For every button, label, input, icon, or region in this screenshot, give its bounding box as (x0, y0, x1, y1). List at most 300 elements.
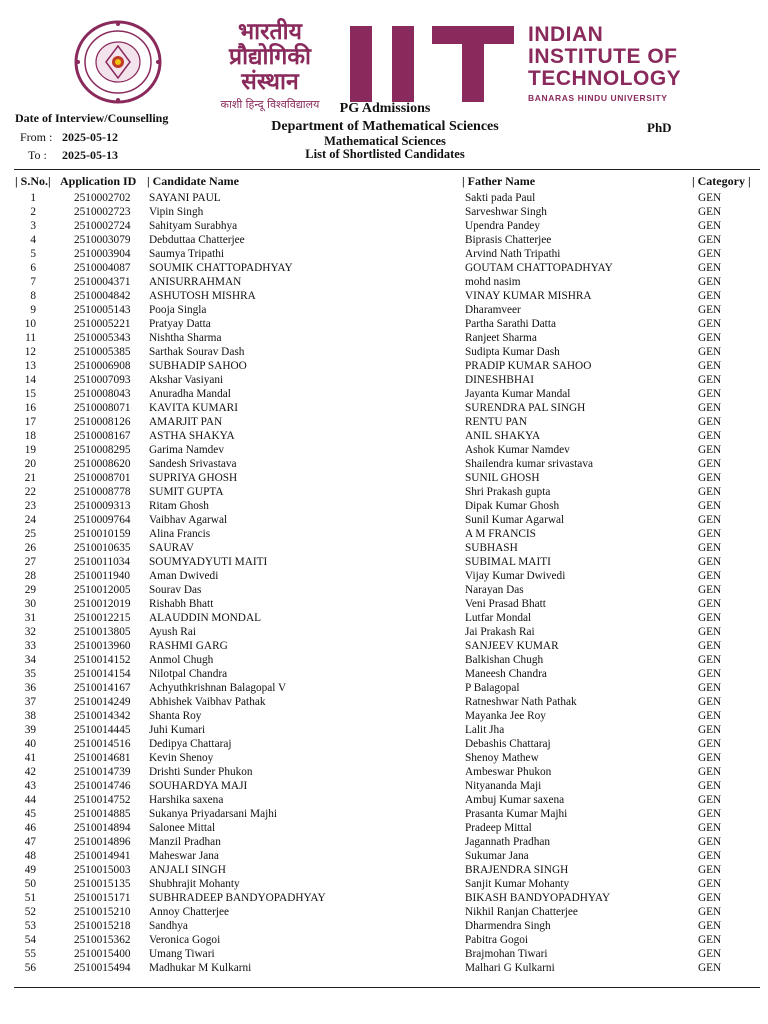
cell-candidate-name: Alina Francis (149, 528, 211, 540)
cell-application-id: 2510014152 (74, 654, 131, 666)
cell-candidate-name: Shanta Roy (149, 710, 202, 722)
cell-application-id: 2510005343 (74, 332, 131, 344)
cell-category: GEN (698, 682, 722, 694)
cell-category: GEN (698, 360, 722, 372)
cell-candidate-name: Harshika saxena (149, 794, 224, 806)
cell-category: GEN (698, 458, 722, 470)
cell-application-id: 2510015210 (74, 906, 131, 918)
cell-category: GEN (698, 416, 722, 428)
cell-application-id: 2510005221 (74, 318, 131, 330)
cell-sno: 7 (30, 276, 36, 288)
cell-application-id: 2510005385 (74, 346, 131, 358)
cell-sno: 44 (24, 794, 36, 806)
cell-application-id: 2510005143 (74, 304, 131, 316)
cell-category: GEN (698, 892, 722, 904)
cell-sno: 33 (24, 640, 36, 652)
institute-name-english (528, 24, 681, 103)
cell-father-name: Pradeep Mittal (465, 822, 532, 834)
cell-father-name: Shenoy Mathew (465, 752, 539, 764)
cell-sno: 50 (24, 878, 36, 890)
cell-father-name: BRAJENDRA SINGH (465, 864, 569, 876)
cell-category: GEN (698, 612, 722, 624)
cell-candidate-name: Sukanya Priyadarsani Majhi (149, 808, 278, 820)
table-row (0, 303, 768, 317)
cell-sno: 6 (30, 262, 36, 274)
cell-sno: 16 (24, 402, 36, 414)
cell-candidate-name: Kevin Shenoy (149, 752, 214, 764)
cell-father-name: Debashis Chattaraj (465, 738, 551, 750)
cell-sno: 2 (30, 206, 36, 218)
cell-sno: 41 (24, 752, 36, 764)
english-line-1: INDIAN (528, 23, 604, 46)
cell-candidate-name: SOUHARDYA MAJI (149, 780, 248, 792)
hindi-line-4: काशी हिन्दू विश्वविद्यालय (220, 98, 320, 111)
cell-candidate-name: Ayush Rai (149, 626, 196, 638)
cell-category: GEN (698, 276, 722, 288)
cell-sno: 52 (24, 906, 36, 918)
cell-candidate-name: ASHUTOSH MISHRA (149, 290, 256, 302)
cell-category: GEN (698, 710, 722, 722)
cell-category: GEN (698, 206, 722, 218)
cell-candidate-name: ANJALI SINGH (149, 864, 226, 876)
cell-candidate-name: SAYANI PAUL (149, 192, 221, 204)
cell-sno: 26 (24, 542, 36, 554)
cell-application-id: 2510009764 (74, 514, 131, 526)
cell-sno: 4 (30, 234, 36, 246)
cell-application-id: 2510014681 (74, 752, 131, 764)
table-row (0, 933, 768, 947)
table-row (0, 891, 768, 905)
cell-sno: 46 (24, 822, 36, 834)
cell-application-id: 2510009313 (74, 500, 131, 512)
cell-application-id: 2510008071 (74, 402, 131, 414)
table-row (0, 485, 768, 499)
table-row (0, 695, 768, 709)
cell-father-name: Lalit Jha (465, 724, 505, 736)
cell-sno: 8 (30, 290, 36, 302)
cell-sno: 48 (24, 850, 36, 862)
table-row (0, 709, 768, 723)
cell-category: GEN (698, 878, 722, 890)
cell-category: GEN (698, 374, 722, 386)
cell-father-name: SURENDRA PAL SINGH (465, 402, 586, 414)
table-row (0, 471, 768, 485)
cell-sno: 21 (24, 472, 36, 484)
cell-category: GEN (698, 836, 722, 848)
cell-father-name: Partha Sarathi Datta (465, 318, 556, 330)
cell-sno: 35 (24, 668, 36, 680)
cell-candidate-name: ANISURRAHMAN (149, 276, 242, 288)
table-row (0, 289, 768, 303)
cell-category: GEN (698, 528, 722, 540)
cell-father-name: RENTU PAN (465, 416, 528, 428)
cell-father-name: Ranjeet Sharma (465, 332, 537, 344)
col-header-father-name: | Father Name (462, 174, 536, 188)
cell-category: GEN (698, 822, 722, 834)
cell-category: GEN (698, 654, 722, 666)
cell-father-name: Nityananda Maji (465, 780, 542, 792)
cell-father-name: Jai Prakash Rai (465, 626, 535, 638)
cell-candidate-name: Vaibhav Agarwal (149, 514, 228, 526)
cell-father-name: mohd nasim (465, 276, 521, 288)
cell-candidate-name: Anuradha Mandal (149, 388, 231, 400)
cell-category: GEN (698, 794, 722, 806)
cell-candidate-name: Aman Dwivedi (149, 570, 219, 582)
table-row (0, 681, 768, 695)
cell-candidate-name: Garima Namdev (149, 444, 224, 456)
cell-sno: 53 (24, 920, 36, 932)
cell-category: GEN (698, 598, 722, 610)
cell-category: GEN (698, 402, 722, 414)
cell-application-id: 2510003904 (74, 248, 131, 260)
table-row (0, 387, 768, 401)
cell-sno: 54 (24, 934, 36, 946)
cell-sno: 28 (24, 570, 36, 582)
letterhead (0, 0, 768, 110)
cell-application-id: 2510014746 (74, 780, 131, 792)
cell-category: GEN (698, 640, 722, 652)
cell-candidate-name: Pooja Singla (149, 304, 207, 316)
cell-father-name: Narayan Das (465, 584, 524, 596)
cell-father-name: Upendra Pandey (465, 220, 540, 232)
table-row (0, 919, 768, 933)
cell-category: GEN (698, 668, 722, 680)
cell-application-id: 2510015400 (74, 948, 131, 960)
cell-father-name: Sarveshwar Singh (465, 206, 547, 218)
table-row (0, 261, 768, 275)
cell-father-name: Dharmendra Singh (465, 920, 551, 932)
cell-application-id: 2510014154 (74, 668, 131, 680)
table-row (0, 569, 768, 583)
cell-father-name: DINESHBHAI (465, 374, 535, 386)
table-row (0, 751, 768, 765)
from-date: 2025-05-12 (62, 130, 118, 144)
cell-category: GEN (698, 444, 722, 456)
table-row (0, 191, 768, 205)
cell-candidate-name: Debduttaa Chatterjee (149, 234, 245, 246)
cell-sno: 31 (24, 612, 36, 624)
table-row (0, 583, 768, 597)
cell-father-name: Shri Prakash gupta (465, 486, 551, 498)
cell-sno: 12 (24, 346, 36, 358)
cell-application-id: 2510015494 (74, 962, 131, 974)
cell-application-id: 2510011940 (74, 570, 131, 582)
cell-application-id: 2510008701 (74, 472, 131, 484)
col-header-category: | Category | (692, 174, 751, 188)
cell-sno: 24 (24, 514, 36, 526)
cell-application-id: 2510011034 (74, 556, 131, 568)
cell-application-id: 2510004371 (74, 276, 131, 288)
table-row (0, 737, 768, 751)
cell-sno: 23 (24, 500, 36, 512)
table-row (0, 541, 768, 555)
cell-father-name: Sakti pada Paul (465, 192, 536, 204)
cell-candidate-name: Drishti Sunder Phukon (149, 766, 253, 778)
cell-candidate-name: Rishabh Bhatt (149, 598, 214, 610)
cell-father-name: Shailendra kumar srivastava (465, 458, 593, 470)
table-row (0, 863, 768, 877)
cell-category: GEN (698, 920, 722, 932)
cell-father-name: SUBHASH (465, 542, 518, 554)
table-row (0, 443, 768, 457)
cell-candidate-name: Nilotpal Chandra (149, 668, 228, 680)
cell-category: GEN (698, 192, 722, 204)
cell-sno: 3 (30, 220, 36, 232)
cell-candidate-name: Sandhya (149, 920, 188, 932)
cell-application-id: 2510015171 (74, 892, 131, 904)
cell-category: GEN (698, 962, 722, 974)
cell-father-name: SANJEEV KUMAR (465, 640, 559, 652)
cell-candidate-name: Veronica Gogoi (149, 934, 221, 946)
cell-candidate-name: Shubhrajit Mohanty (149, 878, 240, 890)
table-row (0, 457, 768, 471)
table-row (0, 653, 768, 667)
cell-category: GEN (698, 724, 722, 736)
cell-candidate-name: SUMIT GUPTA (149, 486, 224, 498)
cell-father-name: PRADIP KUMAR SAHOO (465, 360, 592, 372)
table-row (0, 233, 768, 247)
cell-application-id: 2510015362 (74, 934, 131, 946)
cell-category: GEN (698, 556, 722, 568)
cell-candidate-name: Nishtha Sharma (149, 332, 222, 344)
table-row (0, 597, 768, 611)
cell-sno: 19 (24, 444, 36, 456)
cell-application-id: 2510008167 (74, 430, 131, 442)
cell-sno: 27 (24, 556, 36, 568)
cell-category: GEN (698, 388, 722, 400)
table-row (0, 429, 768, 443)
cell-category: GEN (698, 542, 722, 554)
table-row (0, 555, 768, 569)
cell-sno: 32 (24, 626, 36, 638)
cell-father-name: Maneesh Chandra (465, 668, 547, 680)
cell-candidate-name: Anmol Chugh (149, 654, 214, 666)
hindi-line-3: संस्थान (241, 69, 299, 95)
english-line-4: BANARAS HINDU UNIVERSITY (528, 93, 668, 103)
cell-sno: 36 (24, 682, 36, 694)
cell-application-id: 2510012005 (74, 584, 131, 596)
cell-candidate-name: Madhukar M Kulkarni (149, 962, 252, 974)
cell-application-id: 2510012215 (74, 612, 131, 624)
cell-application-id: 2510015135 (74, 878, 131, 890)
cell-father-name: Jayanta Kumar Mandal (465, 388, 571, 400)
cell-application-id: 2510015003 (74, 864, 131, 876)
cell-category: GEN (698, 738, 722, 750)
cell-father-name: Ratneshwar Nath Pathak (465, 696, 577, 708)
cell-category: GEN (698, 752, 722, 764)
cell-candidate-name: SAURAV (149, 542, 194, 554)
cell-category: GEN (698, 486, 722, 498)
cell-category: GEN (698, 584, 722, 596)
cell-category: GEN (698, 808, 722, 820)
cell-category: GEN (698, 346, 722, 358)
cell-application-id: 2510010635 (74, 542, 131, 554)
cell-sno: 38 (24, 710, 36, 722)
cell-sno: 17 (24, 416, 36, 428)
cell-application-id: 2510004087 (74, 262, 131, 274)
table-row (0, 275, 768, 289)
iit-bhu-seal-logo (63, 18, 173, 106)
cell-category: GEN (698, 780, 722, 792)
table-row (0, 401, 768, 415)
cell-category: GEN (698, 304, 722, 316)
cell-application-id: 2510008126 (74, 416, 131, 428)
cell-father-name: ANIL SHAKYA (465, 430, 541, 442)
cell-candidate-name: Manzil Pradhan (149, 836, 221, 848)
cell-sno: 11 (25, 332, 36, 344)
cell-application-id: 2510008043 (74, 388, 131, 400)
table-row (0, 947, 768, 961)
cell-candidate-name: Salonee Mittal (149, 822, 216, 834)
cell-application-id: 2510002724 (74, 220, 131, 232)
cell-sno: 22 (24, 486, 36, 498)
cell-application-id: 2510012019 (74, 598, 131, 610)
cell-sno: 47 (24, 836, 36, 848)
subject-title: Mathematical Sciences (324, 134, 446, 148)
cell-father-name: Ashok Kumar Namdev (465, 444, 570, 456)
cell-sno: 45 (24, 808, 36, 820)
cell-father-name: Nikhil Ranjan Chatterjee (465, 906, 578, 918)
col-header-application-id: Application ID (60, 174, 137, 188)
cell-category: GEN (698, 220, 722, 232)
to-label: To : (28, 148, 47, 162)
table-row (0, 849, 768, 863)
cell-category: GEN (698, 290, 722, 302)
cell-sno: 40 (24, 738, 36, 750)
cell-father-name: Arvind Nath Tripathi (465, 248, 561, 260)
cell-candidate-name: SOUMIK CHATTOPADHYAY (149, 262, 293, 274)
col-header-candidate-name: | Candidate Name (147, 174, 239, 188)
cell-father-name: Dharamveer (465, 304, 521, 316)
cell-sno: 15 (24, 388, 36, 400)
cell-candidate-name: Abhishek Vaibhav Pathak (149, 696, 266, 708)
table-row (0, 779, 768, 793)
cell-application-id: 2510014896 (74, 836, 131, 848)
cell-father-name: BIKASH BANDYOPADHYAY (465, 892, 611, 904)
english-line-3: TECHNOLOGY (528, 67, 682, 90)
table-row (0, 373, 768, 387)
cell-sno: 18 (24, 430, 36, 442)
table-row (0, 639, 768, 653)
cell-category: GEN (698, 332, 722, 344)
table-row (0, 821, 768, 835)
table-row (0, 835, 768, 849)
cell-father-name: Vijay Kumar Dwivedi (465, 570, 566, 582)
table-row (0, 877, 768, 891)
cell-father-name: Biprasis Chatterjee (465, 234, 552, 246)
cell-candidate-name: SUBHRADEEP BANDYOPADHYAY (149, 892, 326, 904)
cell-father-name: Dipak Kumar Ghosh (465, 500, 560, 512)
cell-sno: 49 (24, 864, 36, 876)
table-row (0, 247, 768, 261)
table-row (0, 415, 768, 429)
table-row (0, 611, 768, 625)
table-row (0, 317, 768, 331)
cell-sno: 13 (24, 360, 36, 372)
cell-application-id: 2510014885 (74, 808, 131, 820)
cell-sno: 55 (24, 948, 36, 960)
program-label: PhD (647, 120, 672, 135)
cell-sno: 51 (24, 892, 36, 904)
cell-category: GEN (698, 500, 722, 512)
cell-father-name: A M FRANCIS (465, 528, 536, 540)
table-row (0, 961, 768, 975)
table-row (0, 345, 768, 359)
list-title: List of Shortlisted Candidates (305, 147, 465, 161)
table-row (0, 513, 768, 527)
cell-candidate-name: Pratyay Datta (149, 318, 211, 330)
table-row (0, 723, 768, 737)
cell-father-name: Brajmohan Tiwari (465, 948, 548, 960)
cell-candidate-name: SOUMYADYUTI MAITI (149, 556, 268, 568)
cell-application-id: 2510010159 (74, 528, 131, 540)
cell-sno: 10 (24, 318, 36, 330)
cell-application-id: 2510013960 (74, 640, 131, 652)
pg-admissions-title: PG Admissions (339, 101, 431, 116)
cell-father-name: SUBIMAL MAITI (465, 556, 551, 568)
cell-category: GEN (698, 696, 722, 708)
cell-father-name: VINAY KUMAR MISHRA (465, 290, 592, 302)
from-label: From : (20, 130, 53, 144)
cell-father-name: Prasanta Kumar Majhi (465, 808, 568, 820)
cell-application-id: 2510014249 (74, 696, 131, 708)
cell-application-id: 2510003079 (74, 234, 131, 246)
cell-sno: 25 (24, 528, 36, 540)
iit-logo-mark (348, 26, 516, 102)
table-row (0, 331, 768, 345)
cell-application-id: 2510007093 (74, 374, 131, 386)
cell-candidate-name: ASTHA SHAKYA (149, 430, 235, 442)
cell-sno: 9 (30, 304, 36, 316)
cell-application-id: 2510014516 (74, 738, 131, 750)
cell-candidate-name: Dedipya Chattaraj (149, 738, 232, 750)
cell-sno: 14 (24, 374, 36, 386)
cell-category: GEN (698, 850, 722, 862)
cell-father-name: Ambuj Kumar saxena (465, 794, 565, 806)
cell-candidate-name: SUPRIYA GHOSH (149, 472, 238, 484)
cell-application-id: 2510014167 (74, 682, 131, 694)
cell-sno: 30 (24, 598, 36, 610)
cell-category: GEN (698, 934, 722, 946)
cell-category: GEN (698, 766, 722, 778)
cell-category: GEN (698, 626, 722, 638)
cell-father-name: Sukumar Jana (465, 850, 529, 862)
cell-candidate-name: Vipin Singh (149, 206, 204, 218)
cell-category: GEN (698, 514, 722, 526)
cell-category: GEN (698, 234, 722, 246)
cell-candidate-name: Annoy Chatterjee (149, 906, 229, 918)
table-row (0, 527, 768, 541)
cell-father-name: GOUTAM CHATTOPADHYAY (465, 262, 613, 274)
cell-sno: 39 (24, 724, 36, 736)
cell-category: GEN (698, 262, 722, 274)
cell-category: GEN (698, 864, 722, 876)
cell-application-id: 2510014894 (74, 822, 131, 834)
date-label: Date of Interview/Counselling (15, 111, 169, 125)
cell-father-name: Ambeswar Phukon (465, 766, 552, 778)
cell-father-name: Jagannath Pradhan (465, 836, 551, 848)
cell-candidate-name: Juhi Kumari (149, 724, 206, 736)
to-date: 2025-05-13 (62, 148, 118, 162)
cell-father-name: Pabitra Gogoi (465, 934, 529, 946)
cell-application-id: 2510004842 (74, 290, 131, 302)
cell-father-name: Malhari G Kulkarni (465, 962, 555, 974)
cell-application-id: 2510014941 (74, 850, 131, 862)
cell-sno: 37 (24, 696, 36, 708)
cell-father-name: Mayanka Jee Roy (465, 710, 546, 722)
hindi-line-1: भारतीय (238, 19, 302, 45)
table-row (0, 667, 768, 681)
